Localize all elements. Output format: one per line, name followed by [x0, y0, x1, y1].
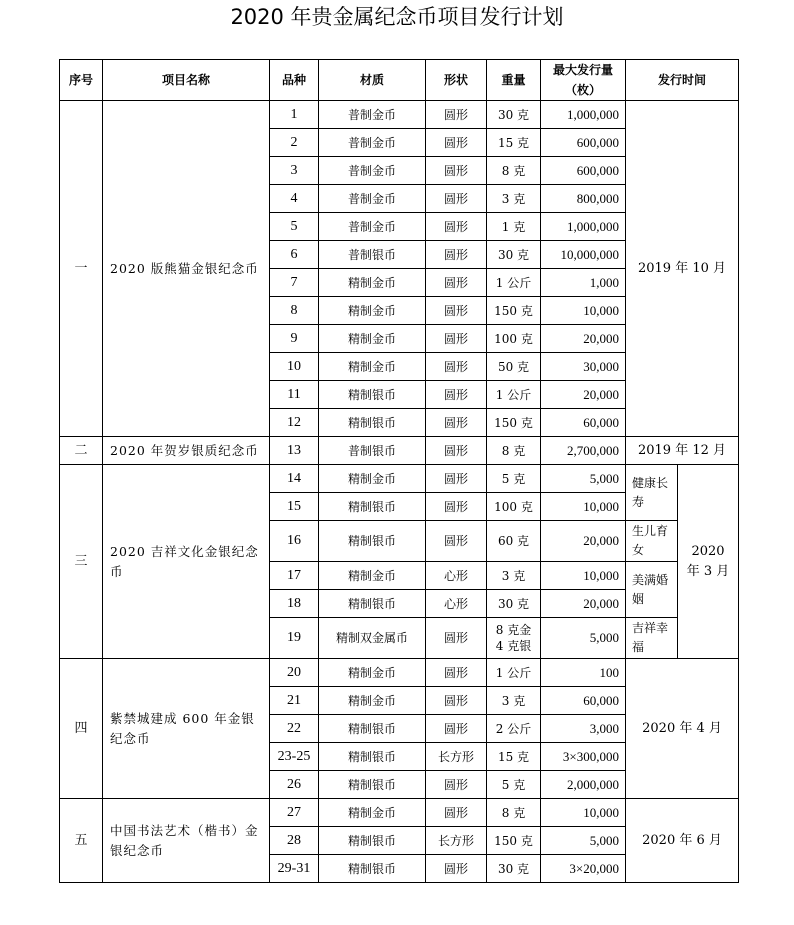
variety-no: 6: [270, 241, 319, 269]
shape: 圆形: [426, 381, 487, 409]
issue-time: 2019 年 12 月: [626, 437, 739, 465]
max-issue-qty: 10,000: [541, 493, 626, 521]
material: 精制金币: [319, 325, 426, 353]
material: 精制金币: [319, 269, 426, 297]
shape: 圆形: [426, 659, 487, 687]
weight: 60 克: [487, 521, 541, 562]
header-issue-time: 发行时间: [626, 60, 739, 101]
page-title: 2020 年贵金属纪念币项目发行计划: [230, 5, 564, 29]
variety-no: 2: [270, 129, 319, 157]
max-issue-qty: 100: [541, 659, 626, 687]
material: 精制银币: [319, 855, 426, 883]
issue-time: 2019 年 10 月: [626, 101, 739, 437]
shape: 圆形: [426, 715, 487, 743]
material: 精制银币: [319, 521, 426, 562]
weight: 30 克: [487, 241, 541, 269]
variety-no: 23-25: [270, 743, 319, 771]
shape: 圆形: [426, 618, 487, 659]
max-issue-qty: 20,000: [541, 521, 626, 562]
table-row: [60, 437, 739, 465]
shape: 圆形: [426, 493, 487, 521]
group-index: 一: [60, 101, 103, 437]
theme-label: 吉祥幸福: [626, 618, 678, 659]
material: 精制金币: [319, 297, 426, 325]
material: 精制金币: [319, 465, 426, 493]
shape: 圆形: [426, 269, 487, 297]
material: 普制金币: [319, 129, 426, 157]
max-issue-qty: 2,700,000: [541, 437, 626, 465]
shape: 圆形: [426, 687, 487, 715]
weight: 8 克: [487, 799, 541, 827]
weight: 1 公斤: [487, 381, 541, 409]
material: 精制银币: [319, 827, 426, 855]
project-name: 2020 版熊猫金银纪念币: [103, 101, 270, 437]
shape: 圆形: [426, 799, 487, 827]
weight: 100 克: [487, 493, 541, 521]
max-issue-qty: 800,000: [541, 185, 626, 213]
variety-no: 13: [270, 437, 319, 465]
issue-time: 2020 年 3 月: [678, 465, 739, 659]
weight: 50 克: [487, 353, 541, 381]
variety-no: 17: [270, 562, 319, 590]
shape: 心形: [426, 562, 487, 590]
weight: 8 克: [487, 157, 541, 185]
weight: 5 克: [487, 465, 541, 493]
shape: 圆形: [426, 101, 487, 129]
weight: 15 克: [487, 129, 541, 157]
weight: 1 公斤: [487, 659, 541, 687]
group-index: 二: [60, 437, 103, 465]
material: 精制金币: [319, 562, 426, 590]
table-row: [60, 101, 739, 129]
max-issue-qty: 20,000: [541, 381, 626, 409]
table-row: [60, 465, 739, 493]
group-index: 三: [60, 465, 103, 659]
shape: 圆形: [426, 157, 487, 185]
variety-no: 1: [270, 101, 319, 129]
variety-no: 18: [270, 590, 319, 618]
header-weight: 重量: [487, 60, 541, 101]
weight: 15 克: [487, 743, 541, 771]
max-issue-qty: 2,000,000: [541, 771, 626, 799]
shape: 圆形: [426, 465, 487, 493]
material: 普制金币: [319, 185, 426, 213]
variety-no: 16: [270, 521, 319, 562]
weight: 3 克: [487, 562, 541, 590]
material: 精制银币: [319, 381, 426, 409]
weight: 150 克: [487, 827, 541, 855]
variety-no: 5: [270, 213, 319, 241]
material: 精制金币: [319, 659, 426, 687]
weight: 150 克: [487, 297, 541, 325]
material: 精制银币: [319, 493, 426, 521]
shape: 长方形: [426, 743, 487, 771]
header-project: 项目名称: [103, 60, 270, 101]
material: 精制双金属币: [319, 618, 426, 659]
max-issue-qty: 5,000: [541, 465, 626, 493]
issue-time: 2020 年 4 月: [626, 659, 739, 799]
weight: 5 克: [487, 771, 541, 799]
shape: 圆形: [426, 437, 487, 465]
variety-no: 14: [270, 465, 319, 493]
variety-no: 12: [270, 409, 319, 437]
weight: 3 克: [487, 687, 541, 715]
project-name: 2020 年贺岁银质纪念币: [103, 437, 270, 465]
material: 普制金币: [319, 101, 426, 129]
material: 普制银币: [319, 437, 426, 465]
header-material: 材质: [319, 60, 426, 101]
max-issue-qty: 20,000: [541, 325, 626, 353]
max-issue-qty: 5,000: [541, 618, 626, 659]
material: 精制银币: [319, 771, 426, 799]
max-issue-qty: 600,000: [541, 129, 626, 157]
shape: 圆形: [426, 521, 487, 562]
max-issue-qty: 1,000: [541, 269, 626, 297]
shape: 长方形: [426, 827, 487, 855]
table-row: [60, 799, 739, 827]
max-issue-qty: 600,000: [541, 157, 626, 185]
issue-time: 2020 年 6 月: [626, 799, 739, 883]
header-variety: 品种: [270, 60, 319, 101]
variety-no: 7: [270, 269, 319, 297]
max-issue-qty: 10,000: [541, 562, 626, 590]
group-index: 四: [60, 659, 103, 799]
max-issue-qty: 60,000: [541, 687, 626, 715]
theme-label: 健康长寿: [626, 465, 678, 521]
group-index: 五: [60, 799, 103, 883]
max-issue-qty: 10,000: [541, 799, 626, 827]
issuance-plan-table: [59, 59, 739, 883]
max-issue-qty: 60,000: [541, 409, 626, 437]
variety-no: 22: [270, 715, 319, 743]
weight: 30 克: [487, 590, 541, 618]
table-body: [60, 101, 739, 883]
project-name: 2020 吉祥文化金银纪念币: [103, 465, 270, 659]
shape: 圆形: [426, 409, 487, 437]
header-max-issue: 最大发行量（枚）: [541, 60, 626, 101]
shape: 圆形: [426, 353, 487, 381]
max-issue-qty: 5,000: [541, 827, 626, 855]
variety-no: 9: [270, 325, 319, 353]
variety-no: 19: [270, 618, 319, 659]
material: 精制银币: [319, 715, 426, 743]
weight: 1 克: [487, 213, 541, 241]
shape: 圆形: [426, 855, 487, 883]
weight: 1 公斤: [487, 269, 541, 297]
weight: 2 公斤: [487, 715, 541, 743]
variety-no: 28: [270, 827, 319, 855]
weight: 8 克: [487, 437, 541, 465]
header-row: [60, 60, 739, 101]
weight: 100 克: [487, 325, 541, 353]
max-issue-qty: 3×20,000: [541, 855, 626, 883]
header-index: 序号: [60, 60, 103, 101]
variety-no: 20: [270, 659, 319, 687]
weight: 30 克: [487, 855, 541, 883]
table-row: [60, 659, 739, 687]
max-issue-qty: 10,000: [541, 297, 626, 325]
shape: 圆形: [426, 297, 487, 325]
material: 普制金币: [319, 213, 426, 241]
material: 精制银币: [319, 409, 426, 437]
shape: 圆形: [426, 185, 487, 213]
material: 精制金币: [319, 687, 426, 715]
max-issue-qty: 30,000: [541, 353, 626, 381]
shape: 圆形: [426, 129, 487, 157]
variety-no: 4: [270, 185, 319, 213]
shape: 圆形: [426, 771, 487, 799]
weight: 3 克: [487, 185, 541, 213]
shape: 圆形: [426, 241, 487, 269]
material: 精制银币: [319, 590, 426, 618]
variety-no: 10: [270, 353, 319, 381]
variety-no: 8: [270, 297, 319, 325]
variety-no: 29-31: [270, 855, 319, 883]
shape: 圆形: [426, 325, 487, 353]
material: 普制银币: [319, 241, 426, 269]
max-issue-qty: 20,000: [541, 590, 626, 618]
material: 精制银币: [319, 743, 426, 771]
weight: 8 克金 4 克银: [487, 618, 541, 659]
theme-label: 生儿育女: [626, 521, 678, 562]
project-name: 中国书法艺术（楷书）金银纪念币: [103, 799, 270, 883]
weight: 150 克: [487, 409, 541, 437]
weight: 30 克: [487, 101, 541, 129]
material: 精制金币: [319, 799, 426, 827]
variety-no: 15: [270, 493, 319, 521]
material: 精制金币: [319, 353, 426, 381]
max-issue-qty: 3,000: [541, 715, 626, 743]
max-issue-qty: 3×300,000: [541, 743, 626, 771]
max-issue-qty: 1,000,000: [541, 101, 626, 129]
shape: 心形: [426, 590, 487, 618]
variety-no: 3: [270, 157, 319, 185]
variety-no: 27: [270, 799, 319, 827]
max-issue-qty: 1,000,000: [541, 213, 626, 241]
project-name: 紫禁城建成 600 年金银纪念币: [103, 659, 270, 799]
max-issue-qty: 10,000,000: [541, 241, 626, 269]
header-shape: 形状: [426, 60, 487, 101]
variety-no: 26: [270, 771, 319, 799]
shape: 圆形: [426, 213, 487, 241]
theme-label: 美满婚姻: [626, 562, 678, 618]
variety-no: 11: [270, 381, 319, 409]
variety-no: 21: [270, 687, 319, 715]
material: 普制金币: [319, 157, 426, 185]
